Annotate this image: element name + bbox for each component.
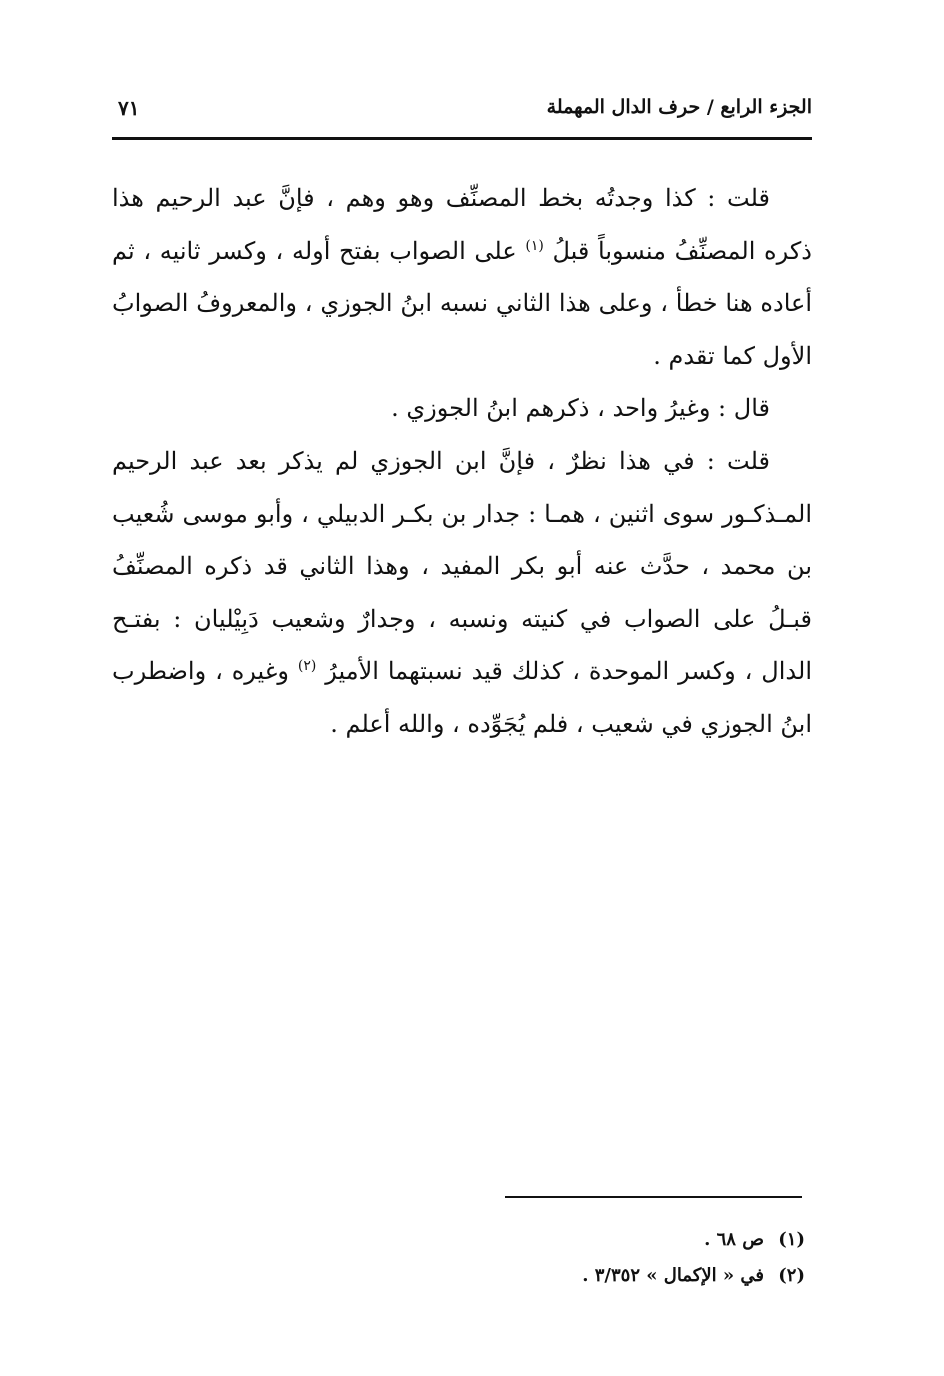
paragraph-text-continued: وغيره ، واضطرب ابنُ الجوزي في شعيب ، فلم يُجَوِّده ، والله أعلم .	[112, 657, 812, 738]
footnotes	[400, 1222, 805, 1294]
header-rule	[112, 137, 812, 140]
paragraph-text: قلت : كذا وجدتُه بخط المصنِّف وهو وهم ، فإنَّ عبد الرحيم هذا ذكره المصنِّفُ منسوباً قبلُ	[112, 184, 812, 265]
footnote-number: (٢)	[778, 1265, 805, 1286]
page-number: ٧١	[118, 96, 140, 120]
footnote-text: ص ٦٨ .	[704, 1229, 764, 1250]
paragraph-text: قلت : في هذا نظرٌ ، فإنَّ ابن الجوزي لم يذكر بعد عبد الرحيم المـذكـور سوى اثنين ، همـا : جدار بن بكـر الدبيلي ، وأبو موسى شُعيب بن محمد ، حدَّث عنه أبو بكر المفيد ، وهذا الثاني قد ذكره المصنِّفُ قبـلُ على الصواب في كنيته ونسبه ، وجدارٌ وشعيب دَبِيْليان : بفتـح الدال ، وكسر الموحدة ، كذلك قيد نسبتهما الأميرُ	[112, 446, 812, 686]
footnote-number: (١)	[778, 1229, 805, 1250]
paragraph-3	[112, 435, 812, 751]
footnote-ref-1: (١)	[525, 237, 544, 254]
footnote-text: في « الإكمال » ٣/٣٥٢ .	[582, 1265, 764, 1286]
footnote-rule	[505, 1196, 802, 1198]
paragraph-2	[112, 382, 812, 435]
footnote-2	[400, 1258, 805, 1294]
paragraph-1	[112, 172, 812, 382]
running-title: الجزء الرابع / حرف الدال المهملة	[546, 96, 812, 118]
footnote-1	[400, 1222, 805, 1258]
footnote-ref-2: (٢)	[297, 658, 317, 675]
page-header	[112, 92, 812, 132]
paragraph-text-continued: على الصواب بفتح أوله ، وكسر ثانيه ، ثم أعاده هنا خطأ ، وعلى هذا الثاني نسبه ابنُ الجوزي ، والمعروفُ الصوابُ الأول كما تقدم .	[112, 236, 812, 370]
paragraph-text: قال : وغيرُ واحد ، ذكرهم ابنُ الجوزي .	[391, 394, 770, 423]
body-text	[112, 172, 812, 751]
